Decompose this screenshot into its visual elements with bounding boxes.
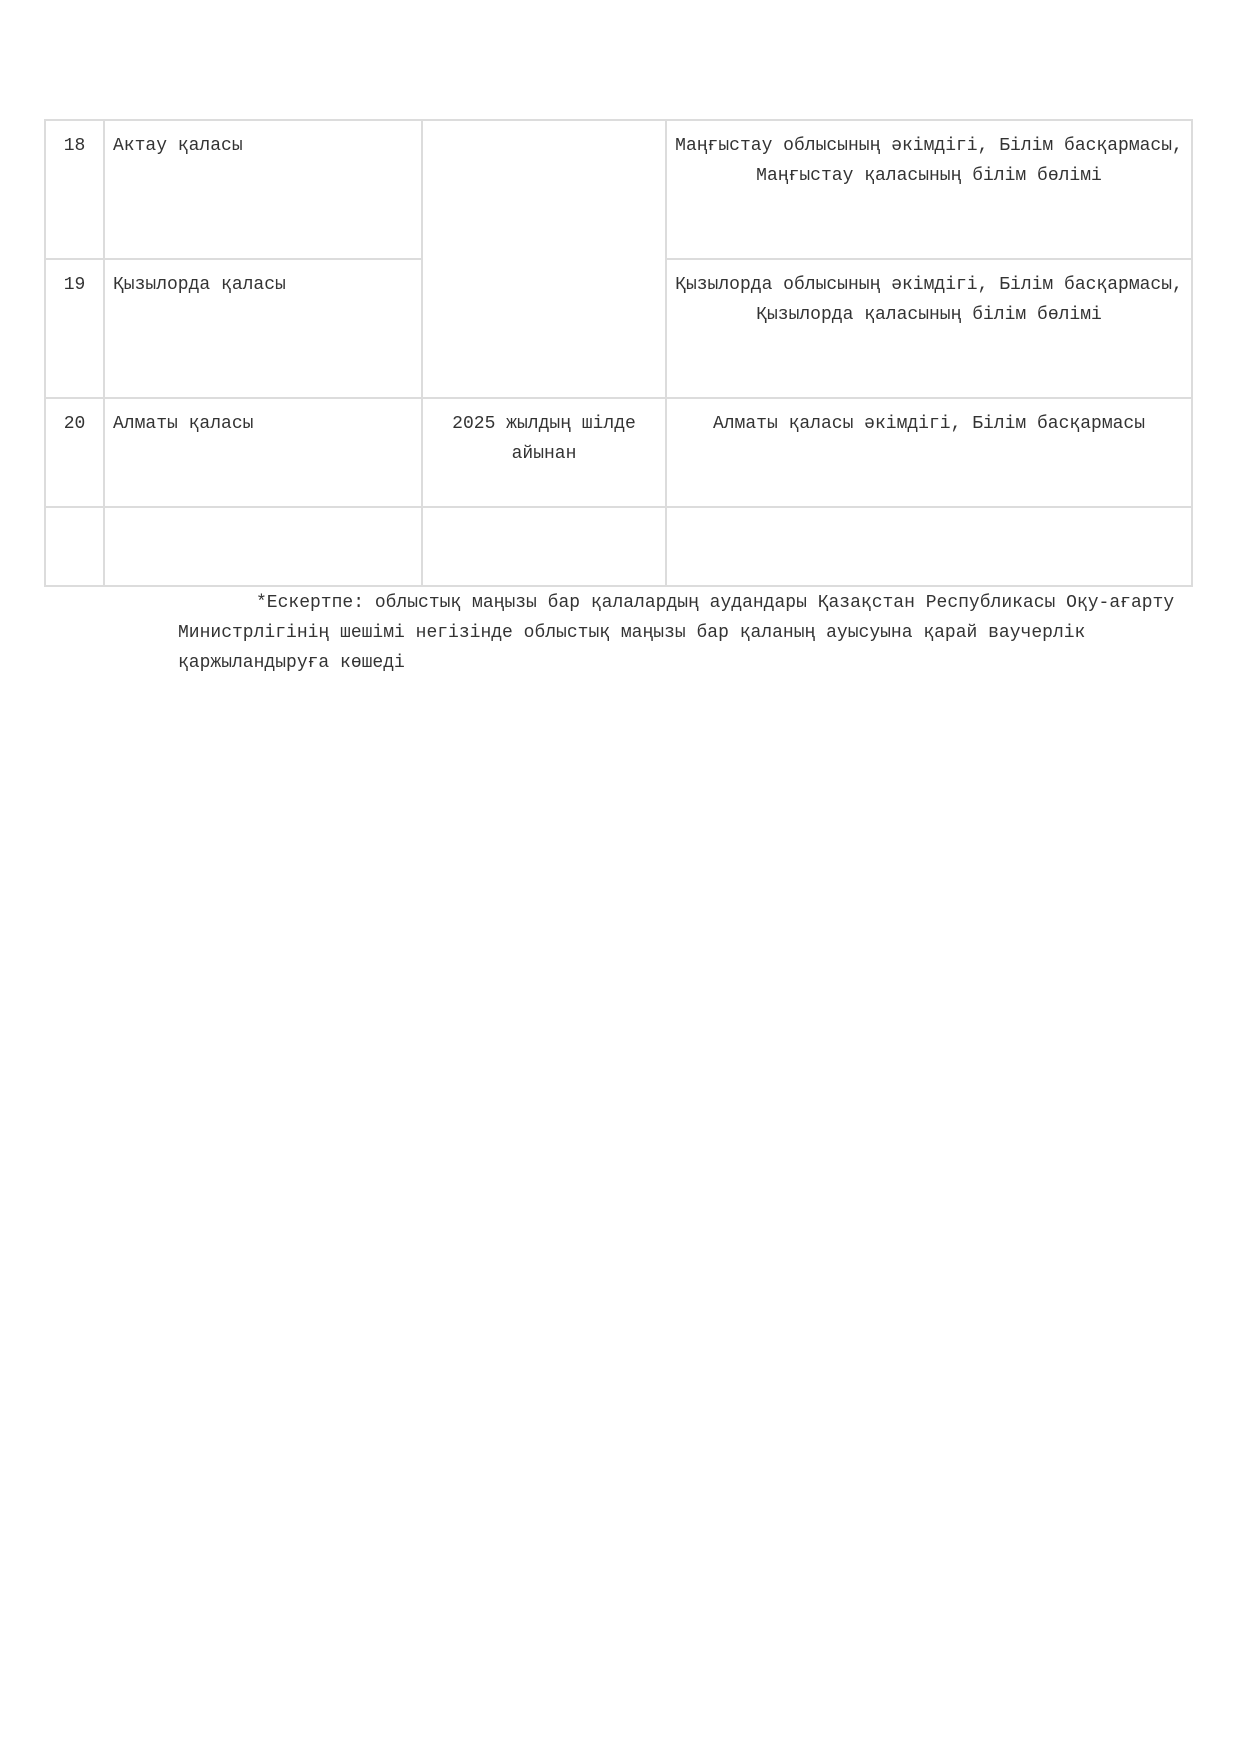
table-row: [45, 398, 1192, 507]
footnote: *Ескертпе: облыстық маңызы бар қалалардың аудандары Қазақстан Республикасы Оқу-ағарту Министрлігінің шешімі негізінде облыстық маңызы бар қаланың ауысуына қарай ваучерлік қаржыландыруға көшеді: [178, 593, 1175, 673]
responsible-organization: Алматы қаласы әкімдігі, Білім басқармасы: [666, 398, 1192, 507]
schedule-table: [44, 119, 1193, 587]
empty-cell: [104, 507, 422, 586]
start-date: 2025 жылдың шілде айынан: [422, 398, 666, 507]
empty-table-row: [45, 507, 1192, 586]
row-number: 19: [45, 259, 104, 398]
empty-cell: [666, 507, 1192, 586]
row-number: 20: [45, 398, 104, 507]
city-name: Алматы қаласы: [104, 398, 422, 507]
city-name: Қызылорда қаласы: [104, 259, 422, 398]
empty-cell: [45, 507, 104, 586]
responsible-organization: Қызылорда облысының әкімдігі, Білім басқармасы, Қызылорда қаласының білім бөлімі: [666, 259, 1192, 398]
empty-cell: [422, 507, 666, 586]
row-number: 18: [45, 120, 104, 259]
city-name: Актау қаласы: [104, 120, 422, 259]
table-row: [45, 120, 1192, 259]
start-date-cell: [422, 120, 666, 398]
responsible-organization: Маңғыстау облысының әкімдігі, Білім басқармасы, Маңғыстау қаласының білім бөлімі: [666, 120, 1192, 259]
